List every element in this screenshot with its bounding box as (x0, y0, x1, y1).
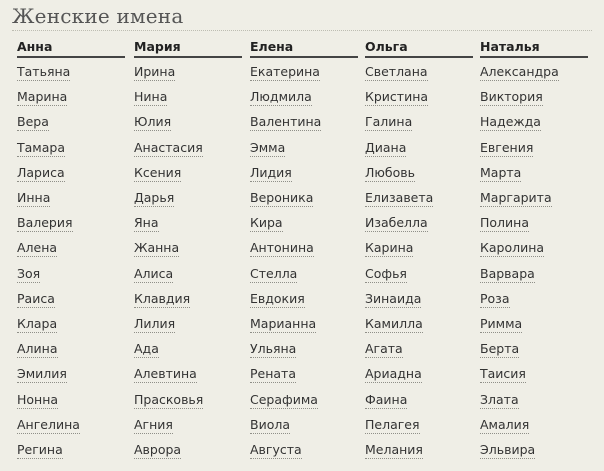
name-link[interactable]: Виола (250, 416, 290, 432)
name-link[interactable]: Агния (134, 416, 173, 432)
name-link[interactable]: Камилла (365, 316, 423, 331)
name-link[interactable]: Нонна (17, 391, 59, 407)
name-link[interactable]: Екатерина (250, 64, 320, 79)
name-link[interactable]: Юлия (134, 114, 172, 130)
column-5 (480, 38, 590, 457)
name-link[interactable]: Анастасия (134, 139, 203, 155)
name-link[interactable]: Эльвира (480, 442, 536, 457)
name-link[interactable]: Изабелла (365, 215, 428, 231)
name-link[interactable]: Ирина (134, 64, 176, 79)
name-link[interactable]: Регина (17, 442, 63, 457)
name-link[interactable]: Каролина (480, 240, 545, 256)
name-link[interactable]: Ангелина (17, 416, 80, 432)
name-link[interactable]: Злата (480, 391, 519, 407)
name-link[interactable]: Берта (480, 341, 520, 357)
name-link[interactable]: Августа (250, 442, 302, 457)
name-link[interactable]: Маргарита (480, 190, 552, 205)
name-link[interactable]: Кристина (365, 89, 429, 105)
column-header: Анна (17, 38, 125, 58)
name-link[interactable]: Вероника (250, 190, 314, 205)
name-link[interactable]: Людмила (250, 89, 312, 105)
column-3 (250, 38, 360, 457)
name-link[interactable]: Агата (365, 341, 403, 357)
name-link[interactable]: Пелагея (365, 416, 420, 432)
name-link[interactable]: Софья (365, 265, 407, 281)
name-link[interactable]: Таисия (480, 366, 526, 382)
name-link[interactable]: Лилия (134, 316, 176, 331)
name-link[interactable]: Эмма (250, 139, 286, 155)
name-link[interactable]: Аврора (134, 442, 182, 457)
name-link[interactable]: Надежда (480, 114, 541, 130)
name-link[interactable]: Александра (480, 64, 559, 79)
name-link[interactable]: Римма (480, 316, 523, 331)
name-link[interactable]: Варвара (480, 265, 535, 281)
name-link[interactable]: Лидия (250, 164, 292, 180)
column-header: Наталья (480, 38, 588, 58)
name-link[interactable]: Прасковья (134, 391, 204, 407)
column-header: Мария (134, 38, 242, 58)
page-title: Женские имена (12, 4, 184, 28)
name-link[interactable]: Рената (250, 366, 297, 382)
column-4 (365, 38, 475, 457)
column-1 (17, 38, 127, 457)
name-link[interactable]: Марианна (250, 316, 317, 331)
name-link[interactable]: Клара (17, 316, 58, 331)
name-link[interactable]: Фаина (365, 391, 408, 407)
name-link[interactable]: Зинаида (365, 290, 422, 306)
name-link[interactable]: Нина (134, 89, 168, 105)
name-link[interactable]: Галина (365, 114, 413, 130)
name-link[interactable]: Вера (17, 114, 49, 130)
title-divider (12, 30, 592, 31)
name-link[interactable]: Тамара (17, 139, 65, 155)
name-link[interactable]: Роза (480, 290, 510, 306)
name-link[interactable]: Яна (134, 215, 159, 231)
name-link[interactable]: Раиса (17, 290, 55, 306)
name-link[interactable]: Ульяна (250, 341, 297, 357)
name-link[interactable]: Светлана (365, 64, 428, 79)
name-link[interactable]: Инна (17, 190, 51, 205)
name-link[interactable]: Кира (250, 215, 283, 231)
name-link[interactable]: Амалия (480, 416, 530, 432)
name-link[interactable]: Эмилия (17, 366, 67, 382)
name-link[interactable]: Елизавета (365, 190, 434, 205)
name-link[interactable]: Алиса (134, 265, 174, 281)
name-link[interactable]: Любовь (365, 164, 416, 180)
name-link[interactable]: Мелания (365, 442, 423, 457)
name-link[interactable]: Ариадна (365, 366, 422, 382)
name-link[interactable]: Полина (480, 215, 529, 231)
column-2 (134, 38, 244, 457)
name-link[interactable]: Серафима (250, 391, 318, 407)
name-link[interactable]: Диана (365, 139, 407, 155)
name-link[interactable]: Валерия (17, 215, 73, 231)
name-link[interactable]: Марина (17, 89, 68, 105)
name-link[interactable]: Алевтина (134, 366, 197, 382)
name-link[interactable]: Дарья (134, 190, 175, 205)
name-link[interactable]: Валентина (250, 114, 322, 130)
name-link[interactable]: Карина (365, 240, 414, 256)
name-link[interactable]: Алена (17, 240, 58, 256)
name-link[interactable]: Ада (134, 341, 159, 357)
name-link[interactable]: Виктория (480, 89, 543, 105)
column-header: Ольга (365, 38, 473, 58)
name-link[interactable]: Евгения (480, 139, 534, 155)
name-link[interactable]: Клавдия (134, 290, 191, 306)
name-link[interactable]: Стелла (250, 265, 298, 281)
name-link[interactable]: Татьяна (17, 64, 71, 79)
name-link[interactable]: Лариса (17, 164, 65, 180)
name-link[interactable]: Ксения (134, 164, 182, 180)
name-link[interactable]: Евдокия (250, 290, 305, 306)
name-link[interactable]: Марта (480, 164, 522, 180)
name-link[interactable]: Зоя (17, 265, 41, 281)
name-link[interactable]: Жанна (134, 240, 180, 256)
column-header: Елена (250, 38, 358, 58)
name-link[interactable]: Антонина (250, 240, 314, 256)
name-link[interactable]: Алина (17, 341, 58, 357)
